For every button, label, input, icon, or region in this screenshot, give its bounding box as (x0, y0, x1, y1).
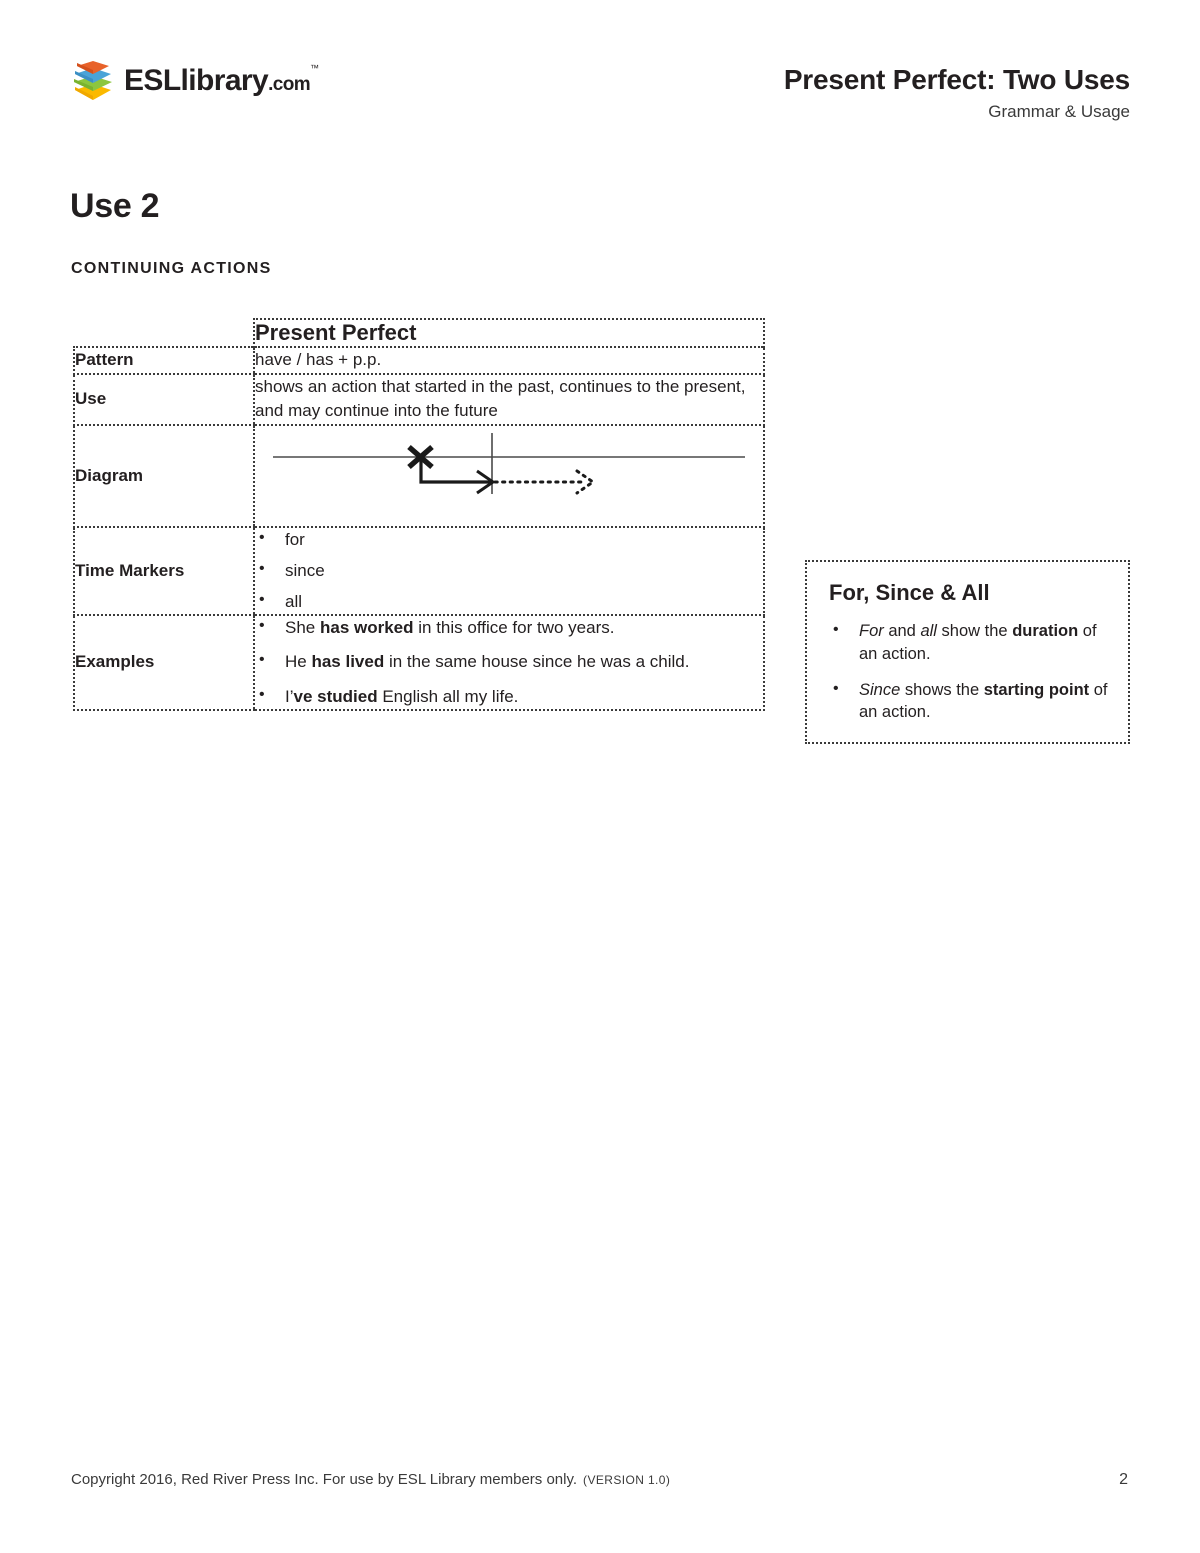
table-row (74, 347, 764, 374)
table-corner-cell (74, 319, 254, 347)
note-bold-term: duration (1012, 622, 1079, 640)
row-value-use: shows an action that started in the past, continues to the present, and may continue into the future (254, 374, 764, 425)
row-label-examples: Examples (74, 615, 254, 709)
note-italic-term: For (859, 622, 884, 640)
row-label-time-markers: Time Markers (74, 527, 254, 615)
list-item (829, 620, 1108, 666)
list-item: • for (255, 528, 763, 552)
table-row (74, 319, 764, 347)
example-text-before: She (285, 618, 320, 638)
row-value-examples (254, 615, 764, 709)
example-text-before: He (285, 652, 312, 672)
note-box-list (829, 620, 1108, 724)
logo-dotcom: .com (268, 74, 311, 95)
example-text-before: I’ (285, 686, 294, 706)
section-title: Use 2 (70, 187, 160, 225)
copyright-notice (71, 1471, 670, 1488)
page-title: Present Perfect: Two Uses (783, 64, 1130, 95)
row-label-pattern: Pattern (74, 347, 254, 374)
for-since-all-note-box (805, 560, 1130, 744)
example-text-after: in the same house since he was a child. (384, 652, 690, 672)
table-row (74, 615, 764, 709)
stacked-books-icon (71, 60, 115, 102)
example-text-bold: ve studied (293, 686, 378, 706)
row-label-use: Use (74, 374, 254, 425)
note-text: show the (936, 622, 1013, 640)
logo-wordmark (124, 63, 319, 97)
note-italic-term: Since (859, 680, 901, 699)
list-item (255, 650, 763, 674)
row-value-diagram (254, 425, 764, 527)
logo-trademark: ™ (310, 63, 319, 73)
list-item: • all (255, 590, 763, 614)
example-text-after: in this office for two years. (413, 618, 615, 638)
row-value-time-markers (254, 527, 764, 615)
table-row (74, 527, 764, 615)
logo-esl: ESL (124, 64, 181, 97)
note-text: and (883, 622, 921, 640)
section-subtitle: CONTINUING ACTIONS (71, 260, 272, 277)
page-header (0, 0, 1200, 150)
example-text-bold: has lived (311, 652, 385, 672)
list-item (829, 679, 1108, 725)
list-item (255, 685, 763, 709)
table-row (74, 374, 764, 425)
table-row (74, 425, 764, 527)
note-text: of an action. (859, 622, 1097, 663)
list-item (255, 616, 763, 640)
example-text-bold: has worked (319, 618, 414, 638)
note-italic-term: all (920, 622, 937, 640)
note-bold-term: starting point (983, 680, 1090, 699)
note-text: shows the (900, 680, 984, 699)
example-text-after: English all my life. (377, 686, 519, 706)
note-text: of an action. (859, 680, 1108, 722)
esl-library-logo[interactable] (71, 60, 318, 102)
header-titles (784, 64, 1130, 123)
present-perfect-table (73, 318, 765, 711)
table-column-header: Present Perfect (254, 319, 764, 347)
page-subtitle: Grammar & Usage (988, 102, 1130, 122)
row-value-pattern: have / has + p.p. (254, 347, 764, 374)
page-number: 2 (1119, 1471, 1128, 1488)
logo-library: library (180, 64, 269, 97)
present-perfect-timeline-diagram (255, 426, 765, 526)
row-label-diagram: Diagram (74, 425, 254, 527)
note-box-title: For, Since & All (829, 580, 990, 605)
list-item: • since (255, 559, 763, 583)
time-markers-list (255, 528, 763, 614)
examples-list (255, 616, 763, 708)
version-label: (VERSION 1.0) (583, 1473, 671, 1487)
page-footer (0, 1471, 1200, 1495)
copyright-text: Copyright 2016, Red River Press Inc. For use by ESL Library members only. (71, 1471, 578, 1488)
future-continuation-dotted-arrow (495, 471, 593, 493)
